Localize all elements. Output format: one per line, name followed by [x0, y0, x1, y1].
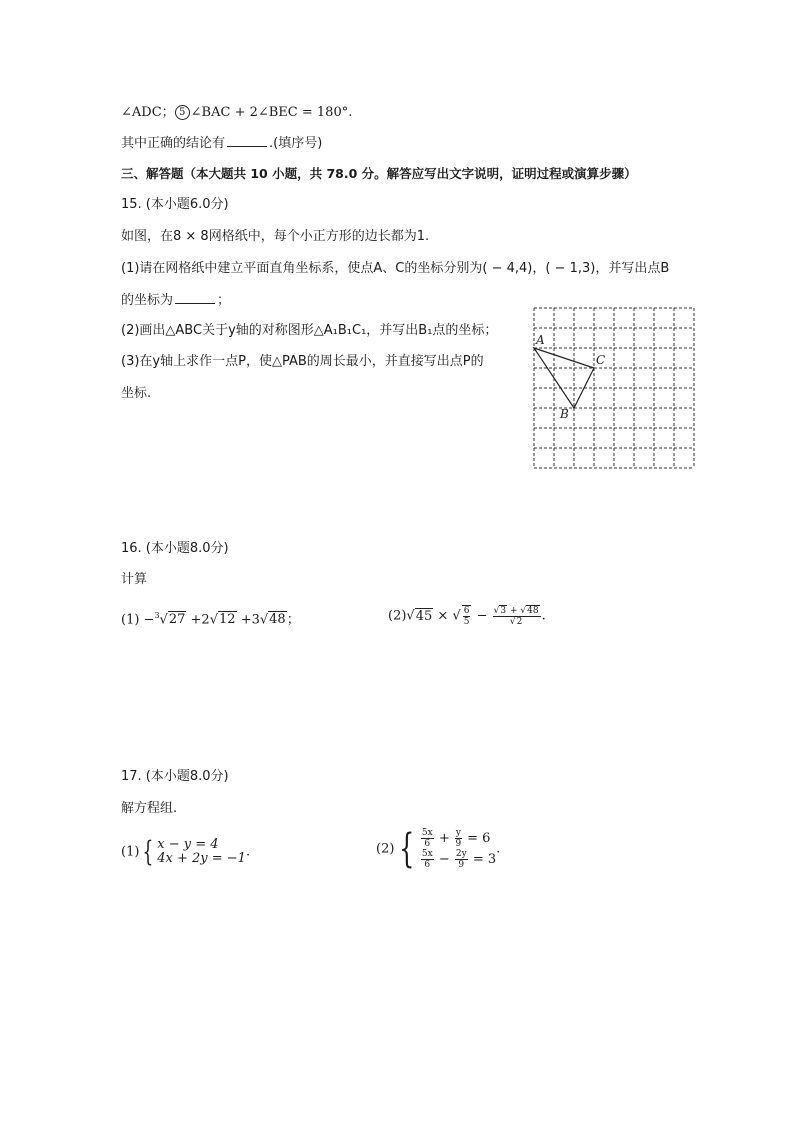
radicand-2: 2	[516, 616, 523, 627]
eq2-rhs: = 3	[472, 852, 497, 867]
angle-adc-text: ∠ADC；	[121, 105, 175, 120]
q15-part2: (2)画出△ABC关于y轴的对称图形△A₁B₁C₁，并写出B₁点的坐标；	[121, 323, 498, 338]
section-three-heading: 三、解答题（本大题共 10 小题，共 78.0 分。解答应写出文字说明，证明过程或演算步骤）	[121, 166, 637, 181]
term-plus3: +3	[240, 612, 260, 628]
radicand-48-b: 48	[527, 605, 539, 616]
system1-label: (1)	[121, 844, 140, 860]
system1-brace: {	[142, 835, 154, 868]
system1-eq1: x − y = 4	[157, 837, 219, 852]
radical-fraction-den: √2	[509, 616, 523, 627]
correct-conclusions-text: 其中正确的结论有	[121, 136, 226, 151]
times-sign: ×	[437, 608, 449, 624]
q15-part1: (1)请在网格纸中建立平面直角坐标系，使点A、C的坐标分别为( − 4,4)，( − 1,3)，并写出点B	[121, 261, 670, 276]
grid-lines	[534, 308, 694, 468]
frac-2y-9	[455, 849, 468, 870]
q17-system1	[121, 835, 251, 868]
b-coord-blank[interactable]	[175, 291, 215, 304]
frac-num: 2y	[455, 849, 467, 859]
grid-figure	[532, 306, 696, 470]
expr2-end: .	[541, 608, 546, 624]
frac-num: 5x	[421, 849, 433, 859]
q15-part3-cont: 坐标.	[121, 386, 152, 401]
plus-op: +	[438, 831, 450, 846]
q16-header: 16. (本小题8.0分)	[121, 541, 229, 556]
q15-part1-cont	[121, 291, 230, 310]
q15-header: 15. (本小题6.0分)	[121, 197, 229, 212]
frac-den: 9	[458, 860, 465, 870]
frac-den: 6	[424, 860, 431, 870]
frac-den-5: 5	[463, 617, 470, 627]
prev-question-tail	[121, 104, 352, 122]
radicand-45: 45	[415, 608, 433, 624]
minus-op: −	[438, 852, 450, 867]
triangle-abc	[534, 348, 594, 408]
system2-eq2	[420, 849, 496, 870]
answer-fill-line	[121, 134, 322, 153]
q15-intro: 如图，在8 × 8网格纸中，每个小正方形的边长都为1.	[121, 229, 430, 244]
system1-eq2: 4x + 2y = −1	[157, 851, 246, 866]
expr1-end: ；	[286, 612, 300, 628]
term-plus2: +2	[190, 612, 210, 628]
system1-equations	[157, 838, 246, 866]
system2-equations	[420, 828, 496, 870]
radicand-48: 48	[269, 612, 286, 628]
b-coord-label: 的坐标为	[121, 293, 174, 308]
q17-title: 解方程组.	[121, 801, 178, 816]
plus-sign: +	[510, 605, 518, 616]
radicand-27: 27	[168, 612, 186, 628]
sqrt-fraction-6-5	[462, 605, 472, 627]
radical-fraction-num: √3 + √48	[493, 605, 539, 616]
frac-num: 5x	[421, 828, 433, 838]
circled-number-5: 5	[175, 105, 190, 120]
frac-den: 6	[424, 839, 431, 849]
radicand-3: 3	[500, 605, 507, 616]
angle-relation-text: ∠BAC + 2∠BEC = 180°.	[190, 105, 353, 120]
frac-num: y	[455, 828, 461, 838]
q17-header: 17. (本小题8.0分)	[121, 769, 229, 784]
point-a-label: A	[536, 333, 545, 347]
frac-den: 9	[455, 839, 462, 849]
eq1-rhs: = 6	[467, 831, 491, 846]
point-b-label: B	[560, 407, 569, 421]
expr1-prefix: (1) −	[121, 612, 155, 628]
expr2-prefix: (2)	[388, 608, 407, 624]
minus-sign: −	[476, 608, 488, 624]
q15-part3: (3)在y轴上求作一点P，使△PAB的周长最小，并直接写出点P的	[121, 354, 484, 369]
cube-root-index: 3	[154, 611, 160, 620]
point-c-label: C	[596, 353, 606, 367]
frac-5x-6	[421, 828, 434, 849]
frac-num-6: 6	[463, 606, 470, 616]
system2-eq1	[420, 828, 496, 849]
q16-expr2: (2)√45 × √ $\frac{6}{5}$ − $\frac{√3 + √48}{√2}$ .	[388, 605, 546, 627]
system1-end: .	[245, 844, 251, 860]
fill-number-hint: .(填序号)	[269, 136, 323, 151]
system2-label: (2)	[376, 841, 395, 857]
system2-end: .	[496, 841, 501, 857]
frac-5x-6	[421, 849, 434, 870]
radicand-12: 12	[219, 612, 236, 628]
semicolon: ；	[217, 293, 231, 308]
frac-y-9	[455, 828, 462, 849]
q17-system2	[376, 828, 500, 870]
q16-title: 计算	[121, 572, 148, 587]
answer-blank[interactable]	[227, 134, 267, 147]
q16-expr1: (1) −$^3$√27 +2√12 +3√48；	[121, 611, 300, 628]
radical-fraction	[493, 606, 541, 627]
system2-brace: {	[399, 826, 415, 872]
